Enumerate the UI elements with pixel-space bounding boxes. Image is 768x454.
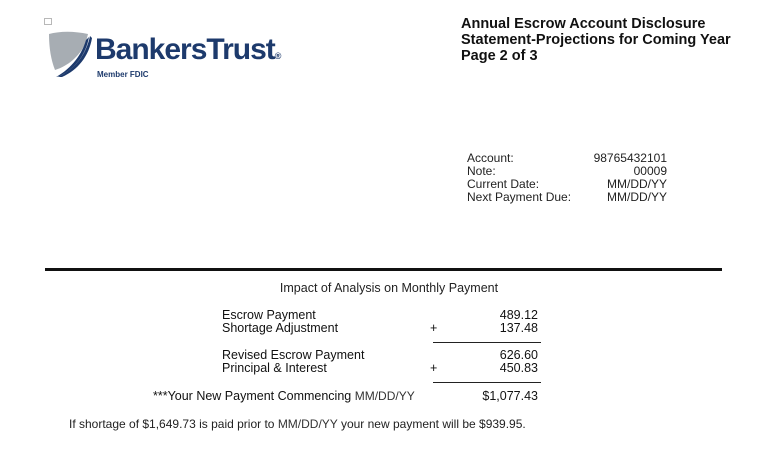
shield-icon (46, 30, 92, 78)
new-payment-label: ***Your New Payment Commencing MM/DD/YY (153, 389, 415, 403)
revised-escrow-label: Revised Escrow Payment (222, 348, 365, 362)
note-label: Note: (467, 164, 496, 178)
shortage-adjustment-amount: 137.48 (499, 321, 538, 335)
next-payment-value: MM/DD/YY (607, 190, 667, 204)
current-date-label: Current Date: (467, 177, 540, 191)
next-payment-row (467, 191, 667, 204)
shortage-footnote: If shortage of $1,649.73 is paid prior to MM/DD/YY your new payment will be $939.95. (69, 417, 526, 431)
shortage-adjustment-label: Shortage Adjustment (222, 321, 339, 335)
principal-interest-label: Principal & Interest (222, 361, 327, 375)
plus-operator: + (430, 321, 438, 335)
new-payment-amount: $1,077.43 (482, 389, 538, 403)
page-indicator: Page 2 of 3 (461, 48, 538, 64)
statement-title (461, 16, 731, 64)
title-line-1: Annual Escrow Account Disclosure (461, 16, 706, 32)
plus-operator: + (430, 361, 438, 375)
member-fdic: Member FDIC (97, 70, 149, 79)
section-divider (45, 268, 722, 271)
new-payment-date: MM/DD/YY (354, 389, 415, 403)
account-value: 98765432101 (593, 151, 667, 165)
title-line-2: Statement-Projections for Coming Year (461, 32, 731, 48)
escrow-payment-amount: 489.12 (499, 308, 538, 322)
placeholder-icon (44, 18, 52, 25)
principal-interest-amount: 450.83 (499, 361, 538, 375)
total-line (433, 382, 541, 383)
brand-name: BankersTrust® (95, 33, 282, 66)
account-info (467, 152, 667, 204)
revised-escrow-amount: 626.60 (499, 348, 538, 362)
escrow-payment-label: Escrow Payment (222, 308, 316, 322)
current-date-value: MM/DD/YY (607, 177, 667, 191)
subtotal-line (433, 342, 541, 343)
note-value: 00009 (633, 164, 667, 178)
bankers-trust-logo (46, 30, 286, 80)
impact-title: Impact of Analysis on Monthly Payment (279, 281, 499, 295)
footnote-date: MM/DD/YY (277, 417, 338, 431)
next-payment-label: Next Payment Due: (467, 190, 572, 204)
account-label: Account: (467, 151, 514, 165)
